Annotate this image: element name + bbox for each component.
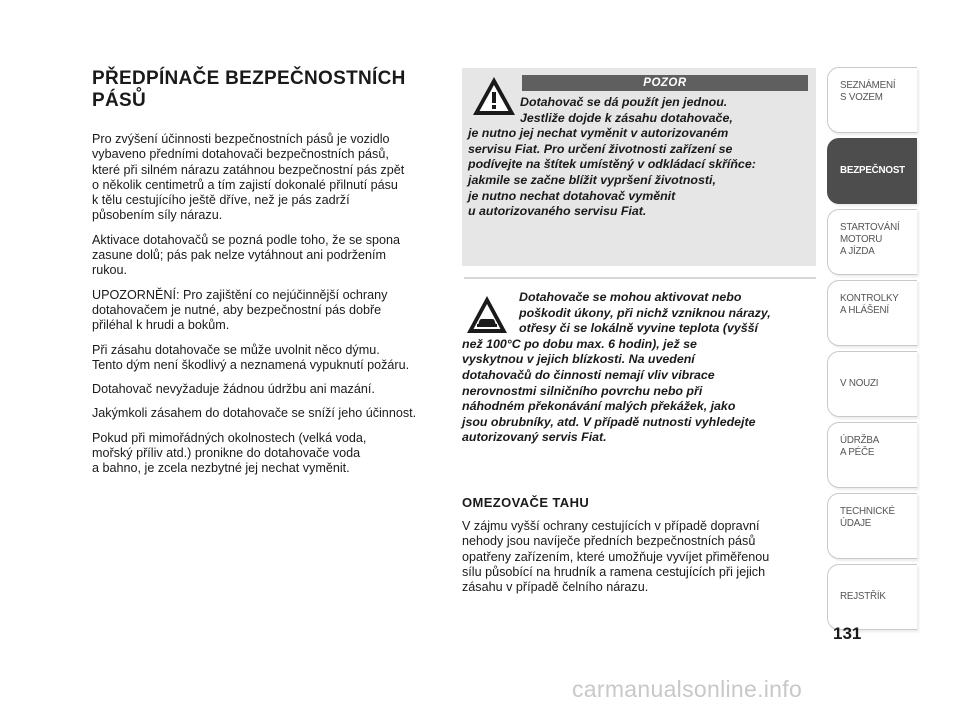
tab-label-line: ÚDAJE: [840, 518, 872, 529]
text-line: náhodném překonávání malých překážek, jako: [462, 399, 736, 414]
tab-v-nouzi[interactable]: [827, 351, 917, 417]
text-line: Jestliže dojde k zásahu dotahovače,: [520, 110, 733, 125]
text-line: opatřeny zařízením, které umožňuje vyvíjet přiměřenou: [462, 549, 770, 564]
tab-label-line: TECHNICKÉ: [840, 506, 895, 517]
text-line: je nutno nechat dotahovač vyměnit: [468, 188, 676, 203]
tab-label-line: REJSTŘÍK: [840, 591, 886, 602]
section-title: OMEZOVAČE TAHU: [462, 495, 590, 510]
tab-label: [840, 506, 895, 530]
text-line: které při silném nárazu zatáhnou bezpečnostní pás zpět: [92, 162, 405, 177]
tab-technicke-udaje[interactable]: [827, 493, 917, 559]
text-line: autorizovaný servis Fiat.: [462, 430, 607, 445]
text-line: dotahovačů do činnosti nemají vliv vibrace: [462, 367, 715, 382]
text-line: k tělu cestujícího ještě dříve, než je pás zadrží: [92, 193, 350, 208]
caution-box: [462, 68, 816, 266]
left-column: [92, 68, 444, 486]
text-line: Pokud při mimořádných okolnostech (velká voda,: [92, 430, 367, 445]
tab-bezpecnost[interactable]: [827, 138, 917, 204]
tab-label: [840, 165, 905, 177]
tab-seznameni[interactable]: [827, 67, 917, 133]
paragraph-tampering: [92, 406, 444, 421]
text-line: dotahovačem je nutné, aby bezpečnostní pás dobře: [92, 302, 382, 317]
tab-label-line: BEZPEČNOST: [840, 165, 905, 176]
tab-udrzba[interactable]: [827, 422, 917, 488]
text-line: poškodit úkony, při nichž vzniknou nárazy,: [519, 305, 771, 320]
tab-label-line: STARTOVÁNÍ: [840, 222, 900, 233]
text-line: působením síly nárazu.: [92, 208, 223, 223]
tab-label-line: KONTROLKY: [840, 293, 899, 304]
page-number: 131: [833, 624, 862, 643]
text-line: vyskytnou v jejich blízkosti. Na uvedení: [462, 352, 695, 367]
text-line: Tento dým není škodlivý a neznamená vypuknutí požáru.: [92, 357, 410, 372]
tab-label: [840, 293, 899, 317]
caution-text: [468, 95, 814, 220]
tab-label-line: A HLÁŠENÍ: [840, 305, 889, 316]
tab-kontrolky[interactable]: [827, 280, 917, 346]
text-line: jakmile se začne blížit vypršení životnosti,: [468, 172, 716, 187]
page-title: [92, 68, 444, 112]
caution-label: POZOR: [522, 75, 808, 91]
text-line: nerovnostmi silničního povrchu nebo při: [462, 383, 703, 398]
text-line: vybaveno předními dotahovači bezpečnostních pásů,: [92, 147, 389, 162]
text-line: V zájmu vyšší ochrany cestujících v případě dopravní: [462, 519, 760, 533]
tab-label: [840, 80, 895, 104]
text-line: UPOZORNĚNÍ: Pro zajištění co nejúčinnější ochrany: [92, 287, 388, 302]
paragraph-maintenance: [92, 382, 444, 397]
text-line: jsou obrubníky, atd. V případě nutnosti vyhledejte: [462, 414, 756, 429]
tab-label-line: ÚDRŽBA: [840, 435, 880, 446]
text-line: zásahu v případě čelního nárazu.: [462, 580, 649, 595]
text-line: přiléhal k hrudi a bokům.: [92, 318, 230, 333]
tab-label: [840, 591, 886, 603]
watermark: carmanualsonline.info: [572, 676, 803, 702]
text-line: podívejte na štítek umístěný v odkládací skříňce:: [468, 157, 756, 172]
text-line: než 100°C po dobu max. 6 hodin), jež se: [462, 336, 697, 351]
paragraph-smoke: [92, 343, 444, 374]
text-line: Dotahovače se mohou aktivovat nebo: [519, 290, 742, 304]
text-line: a bahno, je zcela nezbytné jej nechat vyměnit.: [92, 461, 350, 476]
text-line: Aktivace dotahovačů se pozná podle toho, že se spona: [92, 232, 401, 247]
paragraph-activation: [92, 233, 444, 279]
title-line: PŘEDPÍNAČE BEZPEČNOSTNÍCH: [92, 68, 406, 89]
paragraph-intro: [92, 132, 444, 224]
text-line: Při zásahu dotahovače se může uvolnit něco dýmu.: [92, 342, 380, 357]
text-line: Dotahovač nevyžaduje žádnou údržbu ani mazání.: [92, 382, 375, 397]
tab-label: [840, 222, 900, 258]
text-line: servisu Fiat. Pro určení životnosti zařízení se: [468, 141, 733, 156]
text-line: Dotahovač se dá použít jen jednou.: [520, 95, 728, 109]
section-text: [462, 519, 818, 595]
tab-label: [840, 378, 878, 390]
tab-label-line: A JÍZDA: [840, 246, 875, 257]
text-line: Jakýmkoli zásahem do dotahovače se sníží jeho účinnost.: [92, 406, 417, 421]
tab-label-line: A PÉČE: [840, 447, 875, 458]
text-line: u autorizovaného servisu Fiat.: [468, 204, 647, 219]
paragraph-warning: [92, 288, 444, 334]
tab-label: [840, 435, 879, 459]
text-line: nehody jsou navíječe předních bezpečnostních pásů: [462, 534, 756, 549]
text-line: je nutno jej nechat vyměnit v autorizovaném: [468, 126, 729, 141]
text-line: sílu působící na hrudník a ramena cestujících při jejich: [462, 564, 766, 579]
title-line: PÁSŮ: [92, 90, 146, 111]
tab-label-line: MOTORU: [840, 234, 883, 245]
divider: [464, 277, 816, 279]
tab-label-line: V NOUZI: [840, 378, 879, 389]
text-line: mořský příliv atd.) pronikne do dotahovače voda: [92, 446, 361, 461]
text-line: otřesy či se lokálně vyvine teplota (vyšší: [519, 321, 758, 336]
warning-text: [462, 290, 818, 446]
chapter-sidebar: [827, 67, 919, 635]
tab-rejstrik[interactable]: [827, 564, 917, 630]
text-line: o několik centimetrů a tím zajistí dokonalé přilnutí pásu: [92, 177, 398, 192]
tab-startovani[interactable]: [827, 209, 917, 275]
text-line: rukou.: [92, 263, 128, 278]
tab-label-line: SEZNÁMENÍ: [840, 80, 896, 91]
text-line: Pro zvýšení účinnosti bezpečnostních pásů je vozidlo: [92, 132, 390, 146]
paragraph-water: [92, 431, 444, 477]
text-line: zasune dolů; pás pak nelze vytáhnout ani podržením: [92, 248, 387, 263]
tab-label-line: S VOZEM: [840, 92, 883, 103]
